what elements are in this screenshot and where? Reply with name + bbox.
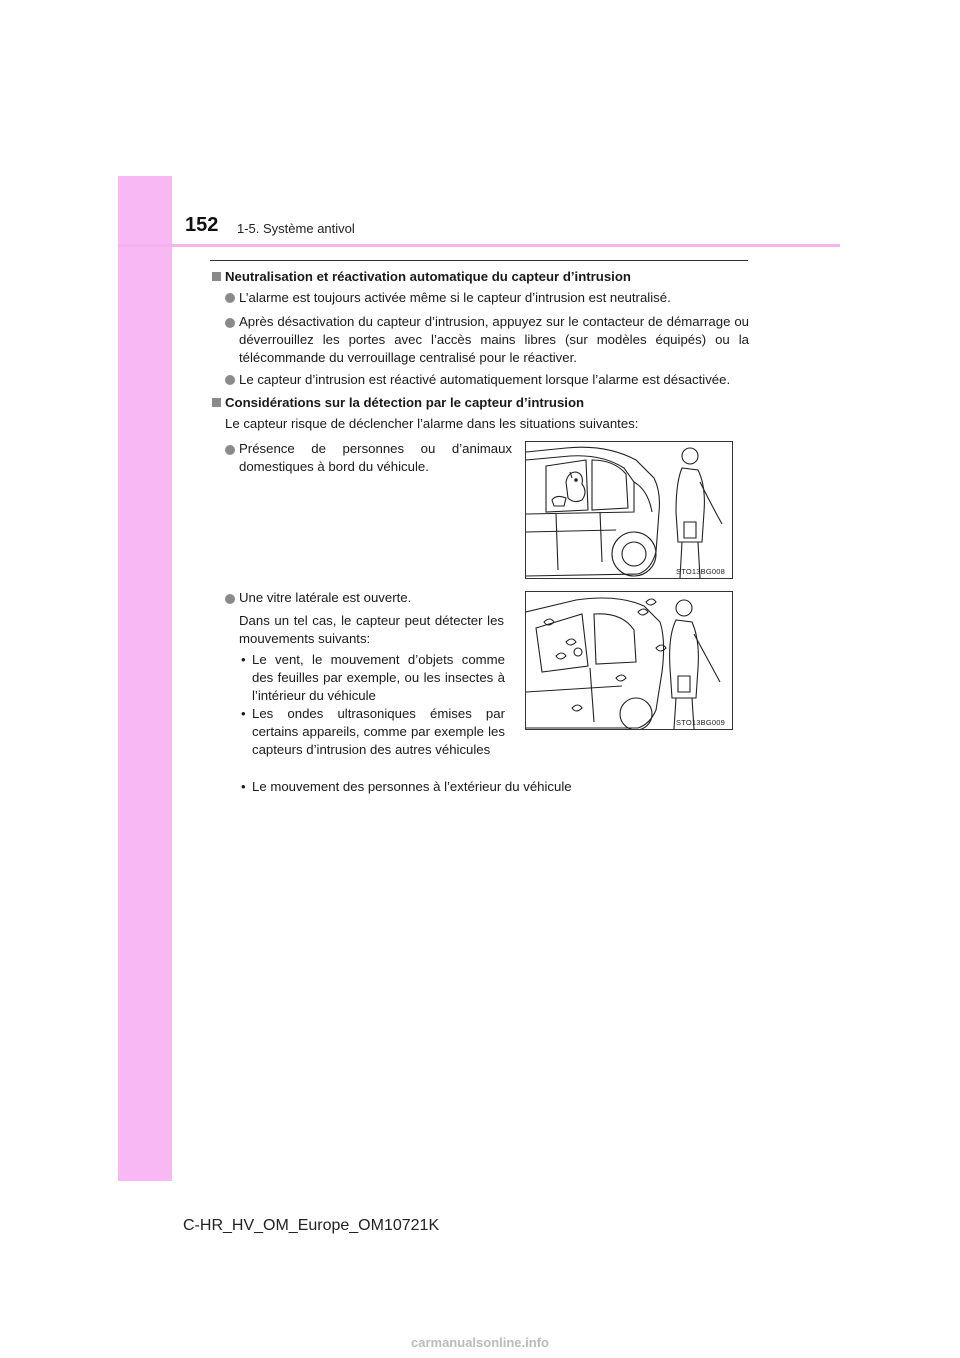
- paragraph: Le capteur d’intrusion est réactivé automatiquement lorsque l’alarme est désactivée.: [239, 372, 731, 387]
- chapter-tab-bar: [118, 176, 172, 1181]
- car-with-passenger-illustration: [526, 442, 732, 578]
- square-bullet-icon: [212, 272, 221, 281]
- list-item: Les ondes ultrasoniques émises par certains appareils, comme par exemple les capteurs d’intrusion des autres véhicules: [252, 706, 505, 757]
- document-id: C-HR_HV_OM_Europe_OM10721K: [183, 1217, 440, 1234]
- illustration-occupant-in-car: [525, 441, 733, 579]
- paragraph: Dans un tel cas, le capteur peut détecter les mouvements suivants:: [239, 613, 504, 646]
- bullet-dot-icon: [225, 594, 235, 604]
- list-item: Le vent, le mouvement d’objets comme des feuilles par exemple, ou les insectes à l’intérieur du véhicule: [252, 652, 505, 703]
- figure-code: STO13BG008: [676, 567, 725, 576]
- content-rule: [210, 260, 748, 261]
- car-open-window-illustration: [526, 592, 732, 729]
- watermark: carmanualsonline.info: [411, 1335, 549, 1350]
- paragraph: Le capteur risque de déclencher l’alarme dans les situations suivantes:: [225, 416, 639, 431]
- list-item: Le mouvement des personnes à l’extérieur du véhicule: [252, 779, 572, 794]
- section-heading: Neutralisation et réactivation automatique du capteur d’intrusion: [225, 269, 631, 284]
- paragraph: Après désactivation du capteur d’intrusion, appuyez sur le contacteur de démarrage ou déverrouillez les portes avec l’accès mains libres (sur modèles équipés) ou la télécommande du verrouillage centralisé pour le réactiver.: [239, 314, 749, 365]
- list-bullet-mark: •: [241, 706, 246, 721]
- section-title: 1-5. Système antivol: [237, 221, 355, 236]
- list-bullet-mark: •: [241, 779, 246, 794]
- square-bullet-icon: [212, 398, 221, 407]
- paragraph: L’alarme est toujours activée même si le capteur d’intrusion est neutralisé.: [239, 290, 671, 305]
- figure-code: STO13BG009: [676, 718, 725, 727]
- bullet-dot-icon: [225, 375, 235, 385]
- page-number: 152: [185, 214, 219, 236]
- bullet-dot-icon: [225, 293, 235, 303]
- list-bullet-mark: •: [241, 652, 246, 667]
- paragraph: Présence de personnes ou d’animaux domestiques à bord du véhicule.: [239, 441, 512, 474]
- bullet-dot-icon: [225, 445, 235, 455]
- illustration-open-window: [525, 591, 733, 730]
- header-rule: [118, 244, 840, 247]
- section-heading: Considérations sur la détection par le capteur d’intrusion: [225, 395, 585, 410]
- bullet-dot-icon: [225, 318, 235, 328]
- paragraph: Une vitre latérale est ouverte.: [239, 590, 412, 605]
